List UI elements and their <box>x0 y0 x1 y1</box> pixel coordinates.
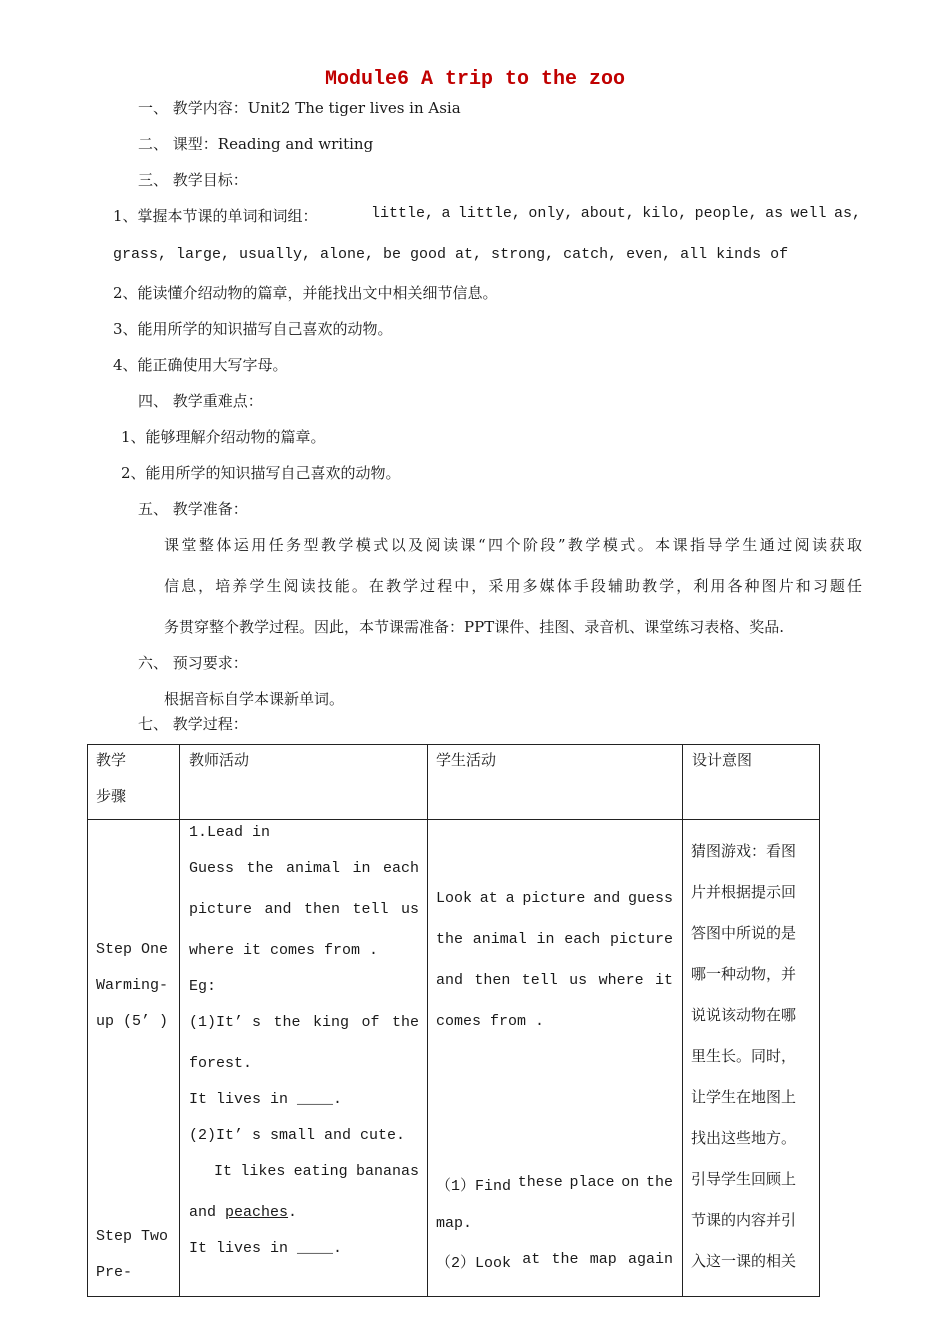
word: picture <box>189 901 253 918</box>
step-cell <box>88 820 180 1297</box>
step-two-label: Step Two <box>96 1228 169 1245</box>
teacher-line: where it comes from . <box>189 942 379 959</box>
goal-2: 2、能读懂介绍动物的篇章，并能找出文中相关细节信息。 <box>113 284 498 302</box>
word: Guess <box>189 860 235 877</box>
word: at <box>479 890 498 907</box>
goal-1-prefix: 1、掌握本节课的单词和词组： <box>113 207 318 225</box>
teacher-line: forest. <box>189 1055 253 1072</box>
student-line <box>436 1174 673 1195</box>
intent-line: 猜图游戏：看图 <box>691 842 797 860</box>
word: Look <box>436 890 473 907</box>
word: guess <box>627 890 673 907</box>
word: as <box>765 205 784 222</box>
intent-line: 入这一课的相关 <box>691 1252 797 1270</box>
teacher-activity-cell <box>180 820 428 1297</box>
word: It <box>214 1163 233 1180</box>
word: us <box>569 972 588 989</box>
difficulty-2: 2、能用所学的知识描写自己喜欢的动物。 <box>121 464 401 482</box>
intent-line: 说说该动物在哪 <box>691 1006 797 1024</box>
word: and <box>264 901 292 918</box>
word: （2）Look <box>436 1255 512 1272</box>
header-step-line-1: 教学 <box>96 751 127 769</box>
word: a <box>505 890 515 907</box>
header-intent-label: 设计意图 <box>692 751 753 769</box>
intent-line: 里生长。同时， <box>691 1047 797 1065</box>
word: a <box>441 205 451 222</box>
word: tell <box>352 901 389 918</box>
text-fragment: . <box>288 1204 298 1221</box>
word: eating <box>293 1163 348 1180</box>
teacher-line: (2)It’ s small and cute. <box>189 1127 406 1144</box>
word: little, <box>371 205 435 222</box>
teacher-line <box>189 1014 419 1031</box>
word: on <box>621 1174 640 1191</box>
goal-1-words-line-2: grass, large, usually, alone, be good at, strong, catch, even, all kinds of <box>113 246 789 263</box>
section-3-goals: 三、 教学目标： <box>138 171 248 189</box>
header-intent <box>683 745 820 820</box>
header-step <box>88 745 180 820</box>
word: the <box>551 1251 579 1268</box>
preparation-line-1: 课堂整体运用任务型教学模式以及阅读课“四个阶段”教学模式。本课指导学生通过阅读获取 <box>164 536 862 554</box>
word: us <box>400 901 419 918</box>
word: the <box>645 1174 673 1191</box>
step-one-time: up (5’ ) <box>96 1013 169 1030</box>
difficulty-1: 1、能够理解介绍动物的篇章。 <box>121 428 326 446</box>
word: again <box>627 1251 673 1268</box>
section-7-process: 七、 教学过程： <box>138 715 248 733</box>
word: each <box>382 860 419 877</box>
word: of <box>361 1014 380 1031</box>
step-one-name: Warming- <box>96 977 169 994</box>
section-2-lesson-type: 二、 课型：Reading and writing <box>138 135 374 153</box>
word: and <box>436 972 464 989</box>
section-6-preview: 六、 预习要求： <box>138 654 248 672</box>
word: place <box>569 1174 615 1191</box>
preparation-line-3: 务贯穿整个教学过程。因此，本节课需准备：PPT课件、挂图、录音机、课堂练习表格、奖品. <box>164 618 784 636</box>
word: picture <box>609 931 673 948</box>
teacher-line <box>214 1163 419 1180</box>
student-line <box>436 1251 673 1272</box>
student-line <box>436 931 673 948</box>
section-5-preparation: 五、 教学准备： <box>138 500 248 518</box>
word: these <box>517 1174 563 1191</box>
student-line: map. <box>436 1215 473 1232</box>
word: as, <box>833 205 861 222</box>
teacher-line: Eg: <box>189 978 217 995</box>
word: （1）Find <box>436 1178 512 1195</box>
word: then <box>474 972 511 989</box>
step-two-name: Pre- <box>96 1264 133 1281</box>
goal-1-words-line <box>371 205 861 222</box>
word: each <box>564 931 601 948</box>
header-teacher-label: 教师活动 <box>189 751 250 769</box>
underlined-word: peaches <box>225 1204 289 1221</box>
teacher-line <box>189 860 419 877</box>
word: the <box>246 860 274 877</box>
student-line: comes from . <box>436 1013 545 1030</box>
goal-3: 3、能用所学的知识描写自己喜欢的动物。 <box>113 320 393 338</box>
word: well <box>790 205 827 222</box>
text-fragment: and <box>189 1204 226 1221</box>
word: likes <box>240 1163 286 1180</box>
header-student <box>428 745 683 820</box>
intent-line: 引导学生回顾上 <box>691 1170 797 1188</box>
word: at <box>522 1251 541 1268</box>
word: about, <box>580 205 635 222</box>
word: the <box>391 1014 419 1031</box>
header-teacher <box>180 745 428 820</box>
header-student-label: 学生活动 <box>436 751 497 769</box>
goal-4: 4、能正确使用大写字母。 <box>113 356 288 374</box>
word: the <box>273 1014 301 1031</box>
word: then <box>303 901 340 918</box>
intent-line: 片并根据提示回 <box>691 883 797 901</box>
word: animal <box>472 931 527 948</box>
section-4-difficulties: 四、 教学重难点： <box>138 392 263 410</box>
word: tell <box>521 972 558 989</box>
word: only, <box>528 205 574 222</box>
design-intent-cell <box>683 820 820 1297</box>
word: picture <box>522 890 586 907</box>
student-activity-cell <box>428 820 683 1297</box>
word: where <box>598 972 644 989</box>
word: it <box>654 972 673 989</box>
teacher-line: It lives in ____. <box>189 1091 343 1108</box>
teacher-line <box>189 1204 297 1221</box>
word: king <box>312 1014 349 1031</box>
teacher-line: 1.Lead in <box>189 824 271 841</box>
table-header-row <box>88 745 820 820</box>
teacher-line <box>189 901 419 918</box>
word: in <box>536 931 555 948</box>
header-step-line-2: 步骤 <box>96 787 127 805</box>
word: (1)It’ s <box>189 1014 262 1031</box>
preparation-line-2: 信息，培养学生阅读技能。在教学过程中，采用多媒体手段辅助教学，利用各种图片和习题任 <box>164 577 862 595</box>
word: and <box>593 890 621 907</box>
intent-line: 答图中所说的是 <box>691 924 797 942</box>
lesson-plan-table <box>87 744 820 1297</box>
intent-line: 让学生在地图上 <box>691 1088 797 1106</box>
word: in <box>352 860 371 877</box>
table-row <box>88 820 820 1297</box>
preview-text: 根据音标自学本课新单词。 <box>164 690 345 708</box>
word: the <box>436 931 464 948</box>
step-one-label: Step One <box>96 941 169 958</box>
teacher-line: It lives in ____. <box>189 1240 343 1257</box>
intent-line: 哪一种动物，并 <box>691 965 797 983</box>
section-1-content: 一、 教学内容：Unit2 The tiger lives in Asia <box>138 99 461 117</box>
student-line <box>436 890 673 907</box>
student-line <box>436 972 673 989</box>
page-title: Module6 A trip to the zoo <box>324 68 626 91</box>
word: bananas <box>355 1163 419 1180</box>
word: people, <box>694 205 758 222</box>
word: map <box>589 1251 617 1268</box>
intent-line: 找出这些地方。 <box>691 1129 797 1147</box>
word: animal <box>285 860 340 877</box>
word: kilo, <box>642 205 688 222</box>
intent-line: 节课的内容并引 <box>691 1211 797 1229</box>
word: little, <box>457 205 521 222</box>
